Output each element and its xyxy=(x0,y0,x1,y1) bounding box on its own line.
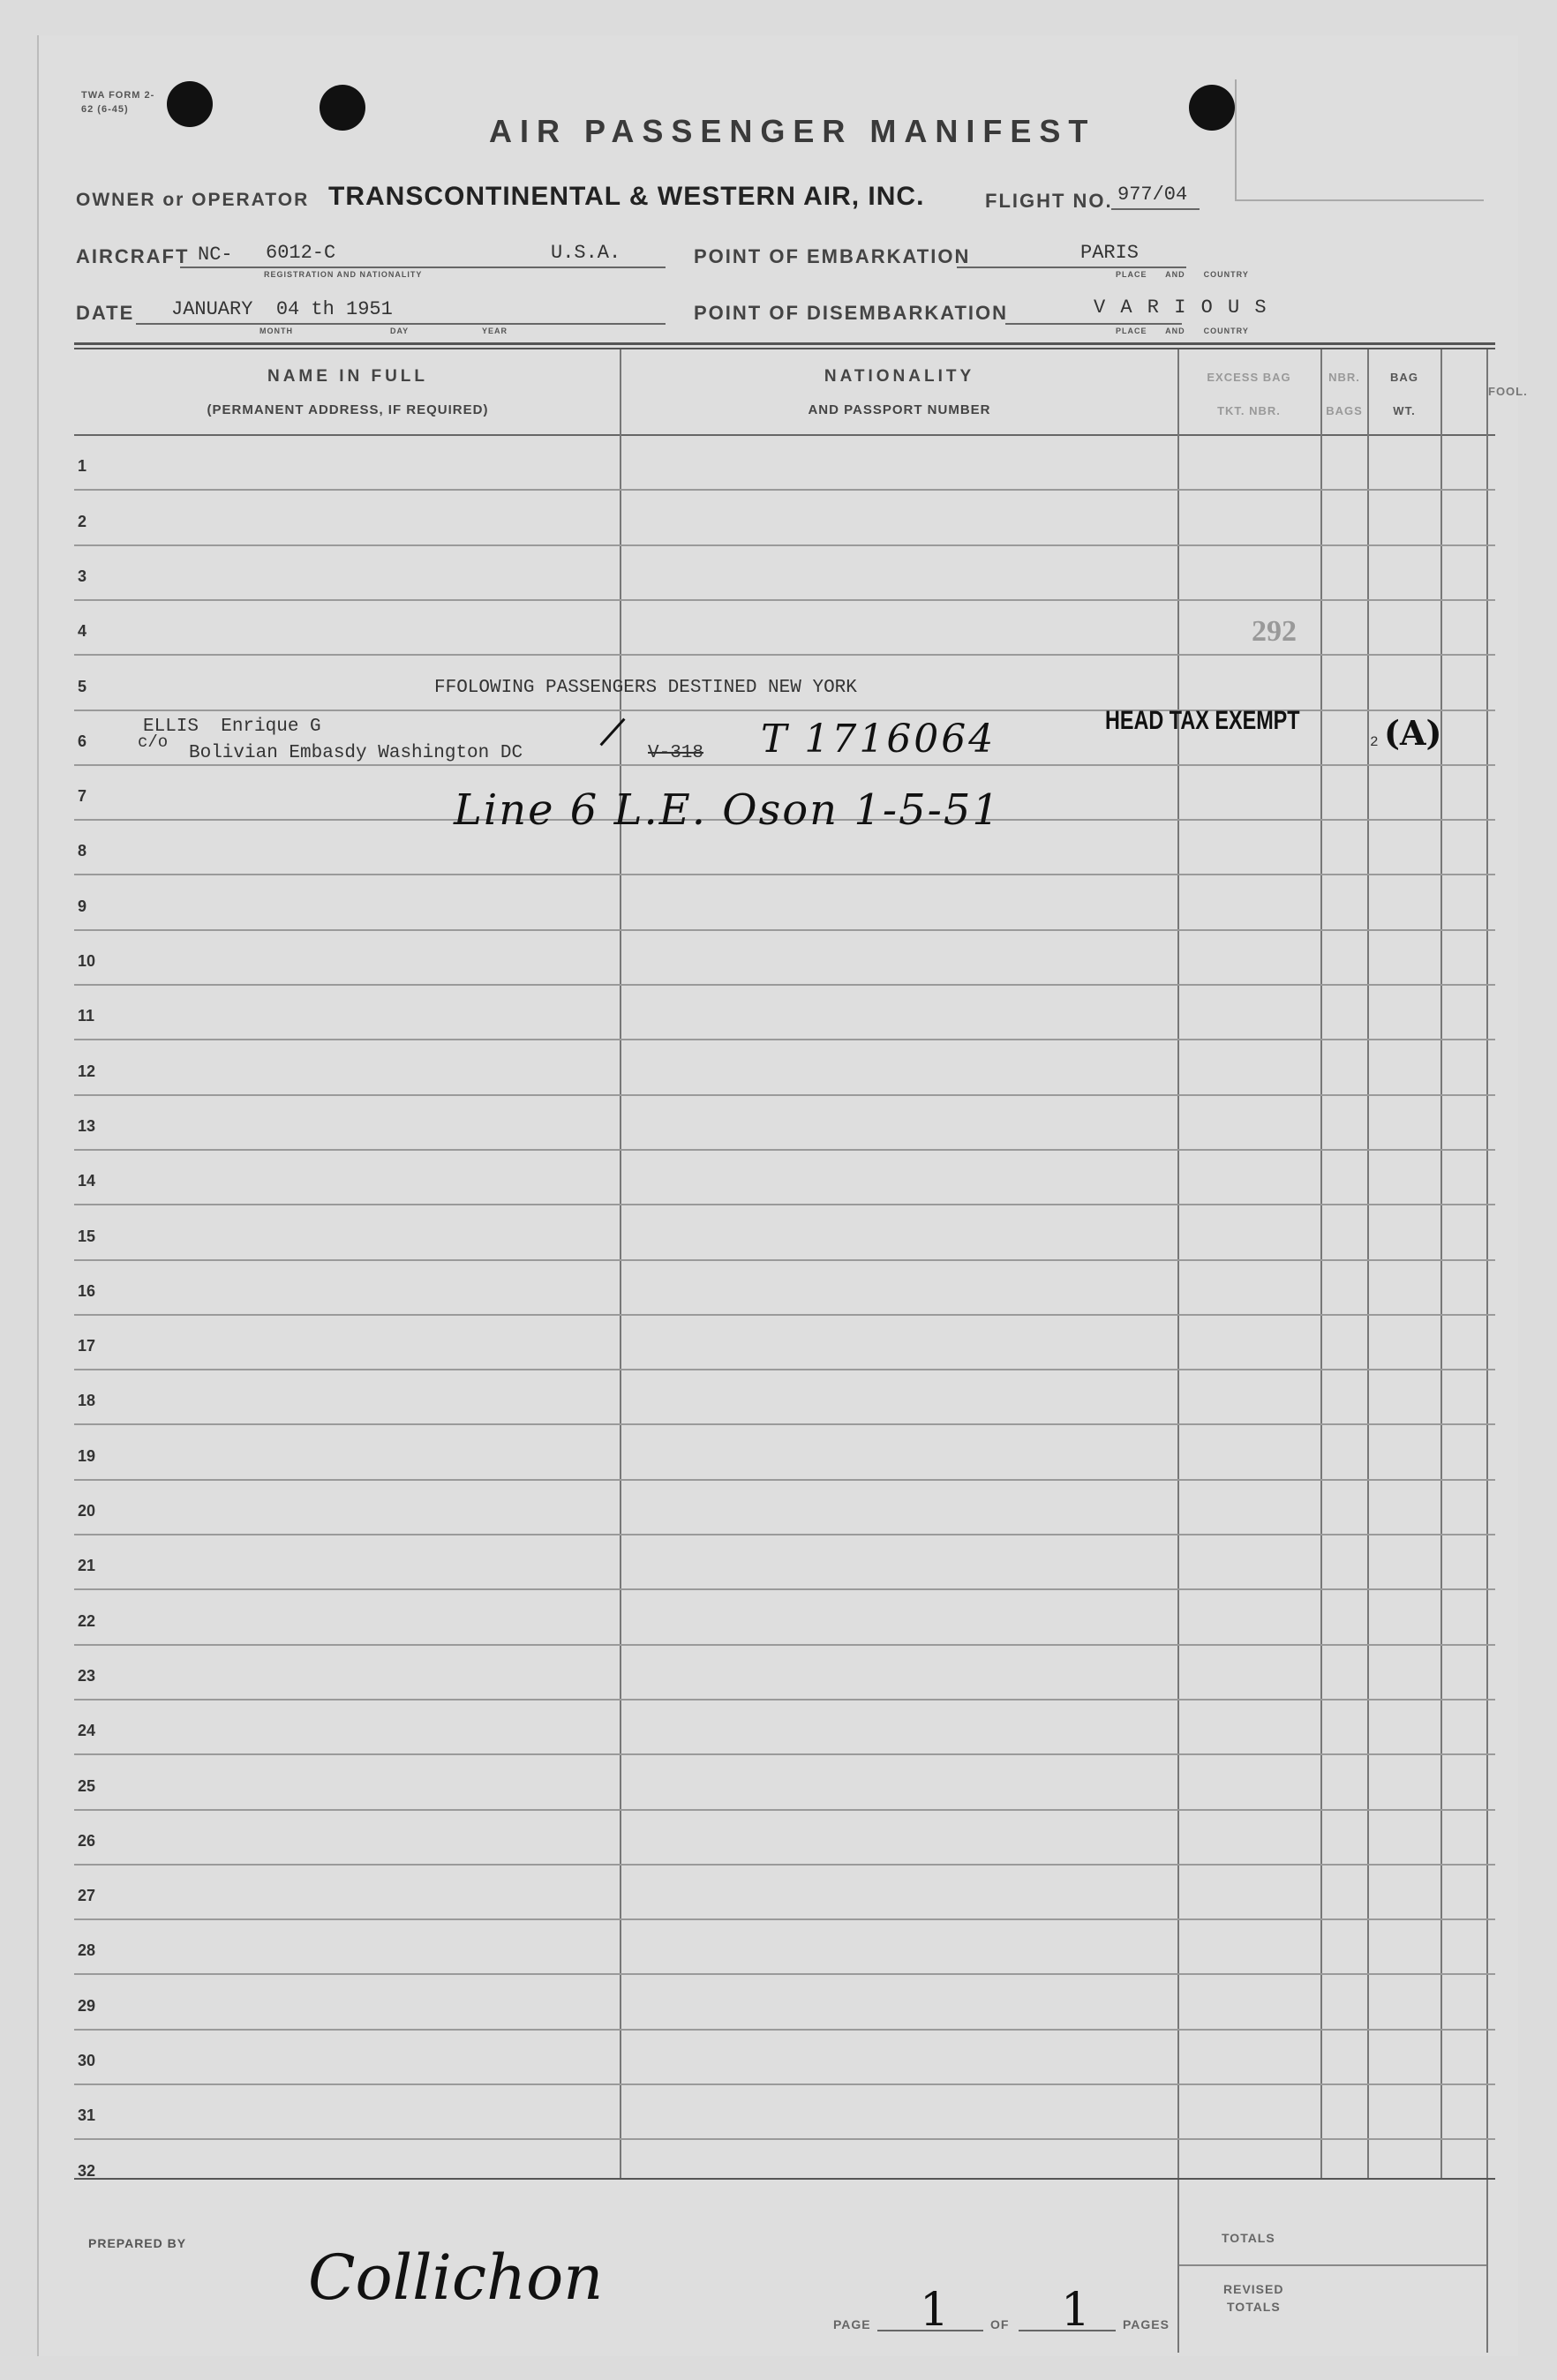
row-line xyxy=(74,1534,1495,1535)
embark-value: PARIS xyxy=(1080,242,1140,264)
row-number: 4 xyxy=(78,622,87,640)
row-line xyxy=(74,599,1495,601)
embark-label: POINT OF EMBARKATION xyxy=(694,245,971,267)
col-divider-nat xyxy=(1177,349,1179,2353)
col-header-fool: FOOL. xyxy=(1488,385,1528,398)
col-divider-name xyxy=(620,349,621,2178)
table-header-bottom xyxy=(74,434,1495,436)
row-line xyxy=(74,1149,1495,1151)
col-header-nationality-sub: AND PASSPORT NUMBER xyxy=(808,402,991,417)
row-number: 24 xyxy=(78,1722,96,1739)
row7-handwritten-note: Line 6 L.E. Oson 1-5-51 xyxy=(454,785,1001,835)
row-line xyxy=(74,1369,1495,1370)
row4-number: 292 xyxy=(1252,615,1297,648)
row-line xyxy=(74,874,1495,875)
aircraft-prefix: NC- xyxy=(198,244,233,266)
row-line xyxy=(74,1314,1495,1316)
of-label: OF xyxy=(990,2317,1010,2331)
row-number: 2 xyxy=(78,513,87,530)
row-line xyxy=(74,1588,1495,1590)
aircraft-caption: REGISTRATION AND NATIONALITY xyxy=(264,270,423,279)
row-number: 6 xyxy=(78,732,87,750)
punch-hole-center xyxy=(320,85,365,131)
owner-value: TRANSCONTINENTAL & WESTERN AIR, INC. xyxy=(328,182,925,211)
date-caption-month: MONTH xyxy=(260,327,293,335)
row-number: 10 xyxy=(78,952,96,970)
row-line xyxy=(74,1259,1495,1261)
disembark-value: V A R I O U S xyxy=(1094,297,1268,319)
col-header-excess-1: EXCESS BAG xyxy=(1207,371,1291,384)
pages-label: PAGES xyxy=(1123,2317,1170,2331)
row-line xyxy=(74,1204,1495,1205)
row6-address: Bolivian Embasdy Washington DC xyxy=(189,743,523,763)
owner-label: OWNER or OPERATOR xyxy=(76,190,310,210)
col-header-excess-2: TKT. NBR. xyxy=(1217,404,1281,417)
row-line xyxy=(74,1094,1495,1096)
prepared-by-label: PREPARED BY xyxy=(88,2236,187,2250)
col-divider-bags xyxy=(1367,349,1369,2178)
flight-label: FLIGHT NO. xyxy=(985,190,1113,212)
row-number: 1 xyxy=(78,457,87,475)
embark-underline xyxy=(957,267,1186,268)
row-number: 16 xyxy=(78,1282,96,1300)
row-number: 14 xyxy=(78,1172,96,1190)
table-bottom-line xyxy=(74,2178,1495,2180)
revised-totals-label: TOTALS xyxy=(1227,2300,1281,2314)
form-code: TWA FORM 2-62 (6-45) xyxy=(81,90,155,115)
manifest-page xyxy=(37,35,1528,2356)
row-number: 12 xyxy=(78,1062,96,1080)
row-line xyxy=(74,1809,1495,1811)
row-number: 20 xyxy=(78,1502,96,1520)
row-number: 28 xyxy=(78,1941,96,1959)
row-number: 32 xyxy=(78,2162,96,2180)
row-number: 9 xyxy=(78,897,87,915)
row-line xyxy=(74,929,1495,931)
table-top-line-1 xyxy=(74,342,1495,345)
row-number: 21 xyxy=(78,1557,96,1574)
disembark-label: POINT OF DISEMBARKATION xyxy=(694,302,1009,324)
row-number: 27 xyxy=(78,1887,96,1904)
col-header-bag-1: BAG xyxy=(1390,371,1418,384)
punch-hole-right xyxy=(1189,85,1235,131)
row-line xyxy=(74,1644,1495,1646)
row-number: 19 xyxy=(78,1447,96,1465)
row-number: 17 xyxy=(78,1337,96,1355)
date-caption-day: DAY xyxy=(390,327,410,335)
col-header-nationality: NATIONALITY xyxy=(824,367,975,386)
disembark-underline xyxy=(1005,323,1182,325)
col-divider-fool xyxy=(1486,349,1488,2353)
flight-value: 977/04 xyxy=(1117,184,1188,206)
row-line xyxy=(74,2029,1495,2031)
date-label: DATE xyxy=(76,302,135,324)
row-line xyxy=(74,654,1495,656)
row-number: 22 xyxy=(78,1612,96,1630)
prepared-by-signature: Collichon xyxy=(308,2241,604,2314)
row-line xyxy=(74,1479,1495,1481)
row-line xyxy=(74,984,1495,986)
page-label: PAGE xyxy=(833,2317,871,2331)
aircraft-value: 6012-C xyxy=(266,242,336,264)
row-number: 11 xyxy=(78,1007,95,1025)
row6-co: c/o xyxy=(138,732,169,752)
col-header-bags-1: NBR. xyxy=(1328,371,1360,384)
totals-label: TOTALS xyxy=(1222,2231,1275,2245)
col-header-name-sub: (PERMANENT ADDRESS, IF REQUIRED) xyxy=(207,402,489,417)
row6-strike-mark xyxy=(600,718,626,747)
row-line xyxy=(74,2083,1495,2085)
row-line xyxy=(74,764,1495,766)
row-line xyxy=(74,1753,1495,1755)
row-number: 25 xyxy=(78,1777,96,1795)
flight-underline xyxy=(1111,208,1200,210)
row-number: 13 xyxy=(78,1117,96,1135)
row6-small: 2 xyxy=(1370,734,1379,750)
row-number: 5 xyxy=(78,678,87,695)
corner-box xyxy=(1235,79,1484,201)
row-line xyxy=(74,1973,1495,1975)
revised-label: REVISED xyxy=(1223,2282,1284,2296)
row-number: 3 xyxy=(78,567,87,585)
punch-hole-left xyxy=(167,81,213,127)
col-divider-bagwt xyxy=(1440,349,1442,2178)
row-number: 15 xyxy=(78,1228,96,1245)
row6-name: ELLIS Enrique G xyxy=(143,717,321,737)
row-line xyxy=(74,1039,1495,1040)
row6-passport-handwritten: T 1716064 xyxy=(761,717,997,762)
of-value: 1 xyxy=(1061,2284,1091,2337)
row-line xyxy=(74,489,1495,491)
row-line xyxy=(74,1864,1495,1866)
aircraft-underline xyxy=(180,267,666,268)
row-number: 29 xyxy=(78,1997,96,2015)
row-number: 8 xyxy=(78,842,87,860)
date-caption-year: YEAR xyxy=(482,327,508,335)
col-header-bags-2: BAGS xyxy=(1326,404,1363,417)
row-number: 23 xyxy=(78,1667,96,1685)
date-underline xyxy=(136,323,666,325)
aircraft-label: AIRCRAFT xyxy=(76,245,190,267)
row6-stamp-mark: (A) xyxy=(1384,713,1442,753)
col-header-name: NAME IN FULL xyxy=(267,367,429,386)
date-value: JANUARY 04 th 1951 xyxy=(171,298,393,320)
disembark-caption: PLACE AND COUNTRY xyxy=(1116,327,1249,335)
row-number: 30 xyxy=(78,2052,96,2069)
page-value: 1 xyxy=(920,2284,950,2337)
row-number: 18 xyxy=(78,1392,96,1409)
col-header-bag-2: WT. xyxy=(1393,404,1416,417)
row5-note: FFOLOWING PASSENGERS DESTINED NEW YORK xyxy=(434,678,857,698)
head-tax-exempt-stamp: HEAD TAX EXEMPT xyxy=(1105,706,1300,735)
row-line xyxy=(74,2138,1495,2140)
row-line xyxy=(74,1699,1495,1701)
row-number: 26 xyxy=(78,1832,96,1850)
row-number: 7 xyxy=(78,787,87,805)
totals-divider xyxy=(1179,2264,1486,2266)
row-line xyxy=(74,1423,1495,1425)
col-divider-excess xyxy=(1320,349,1322,2178)
row-line xyxy=(74,1918,1495,1920)
embark-caption: PLACE AND COUNTRY xyxy=(1116,270,1249,279)
page-title: AIR PASSENGER MANIFEST xyxy=(489,113,1096,149)
row-number: 31 xyxy=(78,2106,96,2124)
row-line xyxy=(74,544,1495,546)
row6-passport-struck: V-318 xyxy=(648,743,704,763)
table-top-line-2 xyxy=(74,348,1495,349)
aircraft-nationality: U.S.A. xyxy=(551,242,621,264)
